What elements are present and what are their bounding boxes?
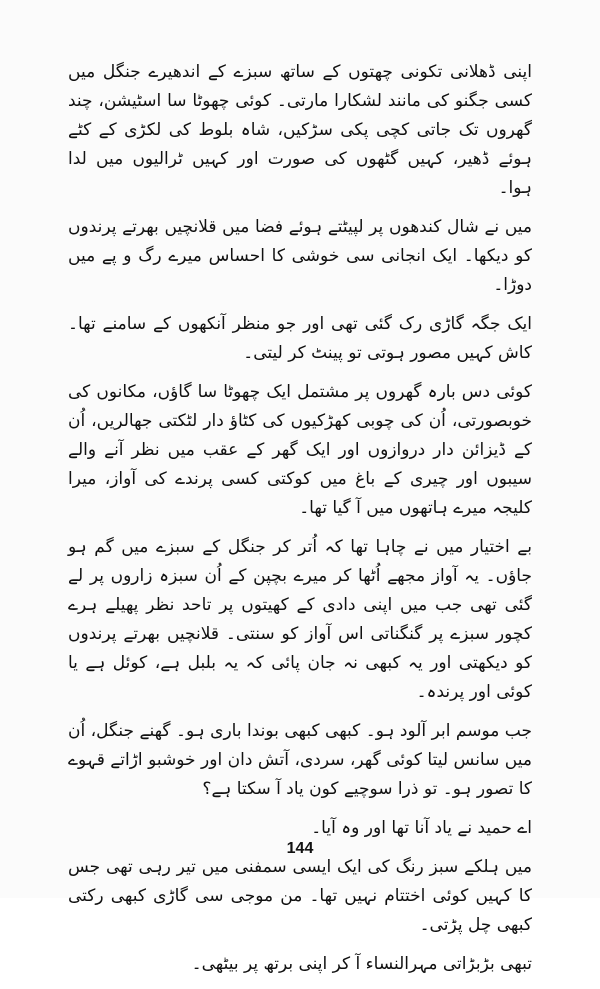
paragraph-6: جب موسم ابر آلود ہو۔ کبھی کبھی بوندا باری ہو۔ گھنے جنگل، اُن میں سانس لیتا کوئی گھر، سردی، آتش دان اور خوشبو اڑاتے قہوے کا تصور ہو۔ تو ذرا سوچیے کون یاد آ سکتا ہے؟ bbox=[68, 721, 532, 799]
paragraph-7: اے حمید نے یاد آنا تھا اور وہ آیا۔ bbox=[311, 818, 532, 838]
paragraph-3: ایک جگہ گاڑی رک گئی تھی اور جو منظر آنکھوں کے سامنے تھا۔ کاش کہیں مصور ہوتی تو پینٹ کر لیتی۔ bbox=[68, 314, 532, 363]
paragraph-1: اپنی ڈھلانی تکونی چھتوں کے ساتھ سبزے کے اندھیرے جنگل میں کسی جگنو کی مانند لشکارا مارتی۔ کوئی چھوٹا سا اسٹیشن، چند گھروں تک جاتی کچی پکی سڑکیں، شاہ بلوط کی لکڑی کے کٹے ہوئے ڈھیر، کہیں گٹھوں کی صورت اور کہیں ٹرالیوں میں لدا ہوا۔ bbox=[68, 62, 532, 198]
paragraph-4: کوئی دس بارہ گھروں پر مشتمل ایک چھوٹا سا گاؤں، مکانوں کی خوبصورتی، اُن کی چوبی کھڑکیوں کی کٹاؤ دار لٹکتی جھالریں، اُن کے ڈیزائن دار دروازوں اور ایک گھر کے عقب میں نظر آنے والے سیبوں اور چیری کے باغ میں کوکتی کسی پرندے کی آواز، میرا کلیجہ میرے ہاتھوں میں آ گیا تھا۔ bbox=[68, 382, 532, 518]
page-number: 144 bbox=[286, 840, 314, 857]
paragraph-9: تبھی بڑبڑاتی مہرالنساء آ کر اپنی برتھ پر بیٹھی۔ bbox=[191, 954, 532, 974]
paragraph-2: میں نے شال کندھوں پر لپیٹتے ہوئے فضا میں قلانچیں بھرتے پرندوں کو دیکھا۔ ایک انجانی سی خوشی کا احساس میرے رگ و پے میں دوڑا۔ bbox=[68, 217, 532, 295]
paragraph-8: میں ہلکے سبز رنگ کی ایک ایسی سمفنی میں تیر رہی تھی جس کا کہیں کوئی اختتام نہیں تھا۔ من موجی سی گاڑی کبھی رکتی کبھی چل پڑتی۔ bbox=[68, 857, 532, 935]
paragraph-5: بے اختیار میں نے چاہا تھا کہ اُتر کر جنگل کے سبزے میں گم ہو جاؤں۔ یہ آواز مجھے اُٹھا کر میرے بچپن کے اُن سبزہ زاروں پر لے گئی تھی جب میں اپنی دادی کے کھیتوں پر تاحد نظر پھیلے ہرے کچور سبزے پر گنگناتی اس آواز کو سنتی۔ قلانچیں بھرتے پرندوں کو دیکھتی اور یہ کبھی نہ جان پائی کہ یہ بلبل ہے، کوئل ہے یا کوئی اور پرندہ۔ bbox=[68, 537, 532, 702]
